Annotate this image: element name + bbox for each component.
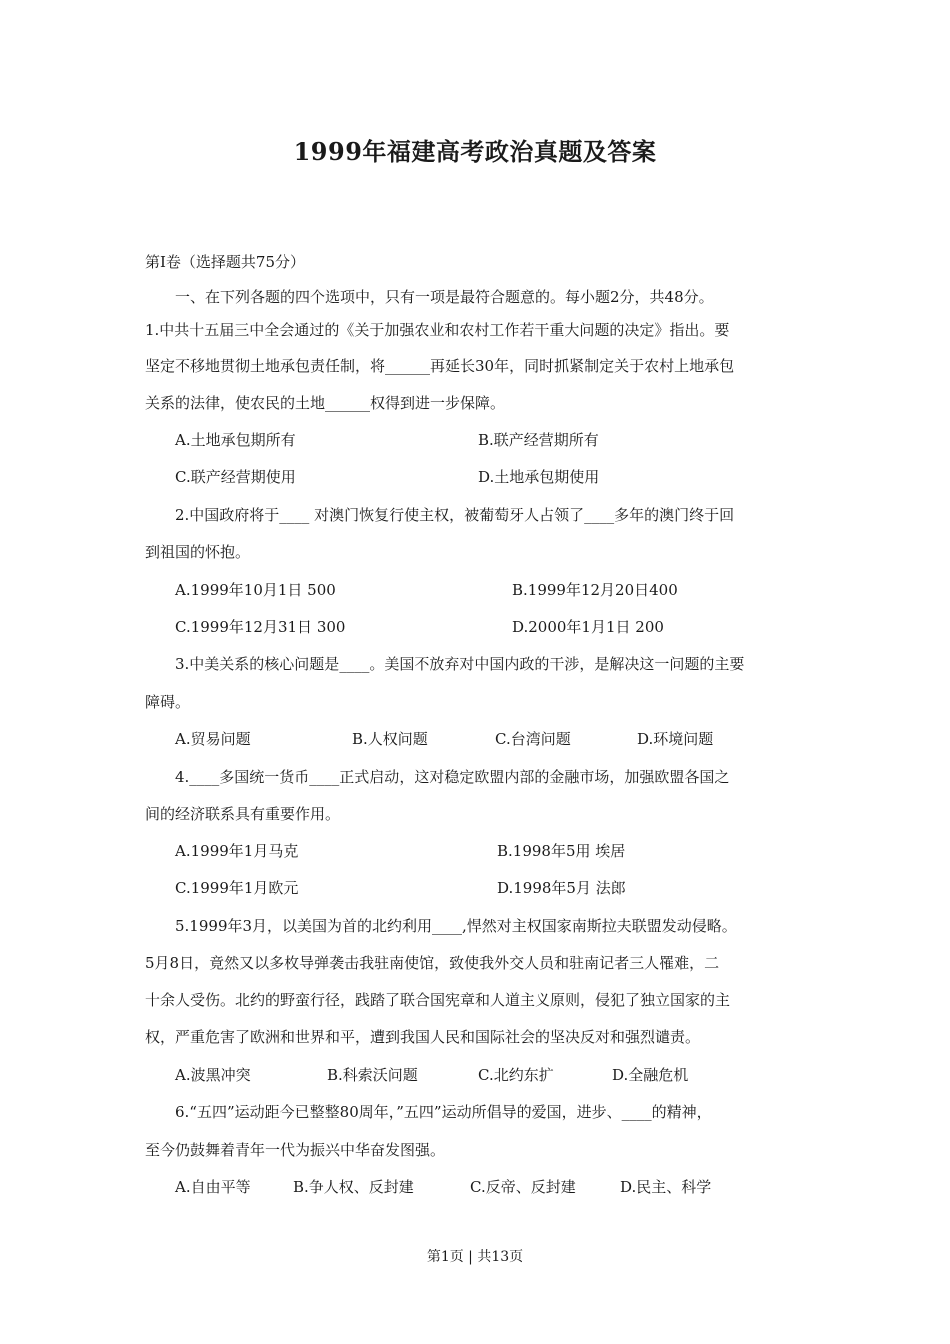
- question-text-line: 2.中国政府将于____ 对澳门恢复行使主权，被葡萄牙人占领了____多年的澳门终于回: [175, 506, 735, 524]
- option-a: A.贸易问题: [175, 730, 251, 748]
- option-b: B.1998年5用 埃居: [497, 842, 626, 860]
- instruction: 一、在下列各题的四个选项中，只有一项是最符合题意的。每小题2分，共48分。: [175, 288, 714, 306]
- option-a: A.1999年10月1日 500: [175, 581, 336, 599]
- option-a: A.土地承包期所有: [175, 431, 296, 449]
- question-text-line: 4.____多国统一货币____正式启动，这对稳定欧盟内部的金融市场，加强欧盟各国之: [175, 768, 730, 786]
- question-text-line: 十余人受伤。北约的野蛮行径，践踏了联合国宪章和人道主义原则，侵犯了独立国家的主: [145, 991, 731, 1009]
- question-text-line: 至今仍鼓舞着青年一代为振兴中华奋发图强。: [145, 1141, 446, 1159]
- option-b: B.争人权、反封建: [293, 1178, 414, 1196]
- page-footer: 第1页 | 共13页: [426, 1249, 524, 1265]
- option-c: C.反帝、反封建: [470, 1178, 576, 1196]
- document-title: 1999年福建高考政治真题及答案: [293, 137, 657, 166]
- option-d: D.环境问题: [637, 730, 714, 748]
- option-d: D.1998年5月 法郎: [497, 879, 626, 897]
- option-c: C.1999年12月31日 300: [175, 618, 346, 636]
- option-a: A.波黑冲突: [175, 1066, 251, 1084]
- option-b: B.1999年12月20日400: [512, 581, 678, 599]
- option-c: C.1999年1月欧元: [175, 879, 299, 897]
- option-a: A.自由平等: [175, 1178, 251, 1196]
- question-text-line: 权，严重危害了欧洲和世界和平，遭到我国人民和国际社会的坚决反对和强烈谴责。: [145, 1028, 701, 1046]
- option-b: B.科索沃问题: [327, 1066, 418, 1084]
- option-d: D.民主、科学: [620, 1178, 712, 1196]
- question-text-line: 障碍。: [145, 693, 191, 711]
- question-text-line: 3.中美关系的核心问题是____。美国不放弃对中国内政的干涉，是解决这一问题的主要: [175, 655, 745, 673]
- question-text-line: 1.中共十五届三中全会通过的《关于加强农业和农村工作若干重大问题的决定》指出。要: [145, 321, 730, 339]
- question-text-line: 5.1999年3月，以美国为首的北约利用____,悍然对主权国家南斯拉夫联盟发动侵略。: [175, 917, 737, 935]
- section-header: 第Ⅰ卷（选择题共75分）: [145, 253, 306, 271]
- question-text-line: 5月8日，竟然又以多枚导弹袭击我驻南使馆，致使我外交人员和驻南记者三人罹难，二: [145, 954, 720, 972]
- question-text-line: 坚定不移地贯彻土地承包责任制，将______再延长30年，同时抓紧制定关于农村上地承包: [145, 357, 735, 375]
- option-c: C.联产经营期使用: [175, 468, 296, 486]
- option-b: B.人权问题: [352, 730, 428, 748]
- option-d: D.土地承包期使用: [478, 468, 600, 486]
- question-text-line: 关系的法律，使农民的土地______权得到进一步保障。: [145, 394, 506, 412]
- option-a: A.1999年1月马克: [175, 842, 299, 860]
- option-b: B.联产经营期所有: [478, 431, 599, 449]
- option-c: C.北约东扩: [478, 1066, 554, 1084]
- question-text-line: 6.“五四”运动距今已整整80周年，”五四”运动所倡导的爱国，进步、____的精神，: [175, 1103, 712, 1121]
- option-c: C.台湾问题: [495, 730, 571, 748]
- option-d: D.2000年1月1日 200: [512, 618, 664, 636]
- option-d: D.全融危机: [612, 1066, 689, 1084]
- question-text-line: 到祖国的怀抱。: [145, 543, 251, 561]
- question-text-line: 间的经济联系具有重要作用。: [145, 805, 341, 823]
